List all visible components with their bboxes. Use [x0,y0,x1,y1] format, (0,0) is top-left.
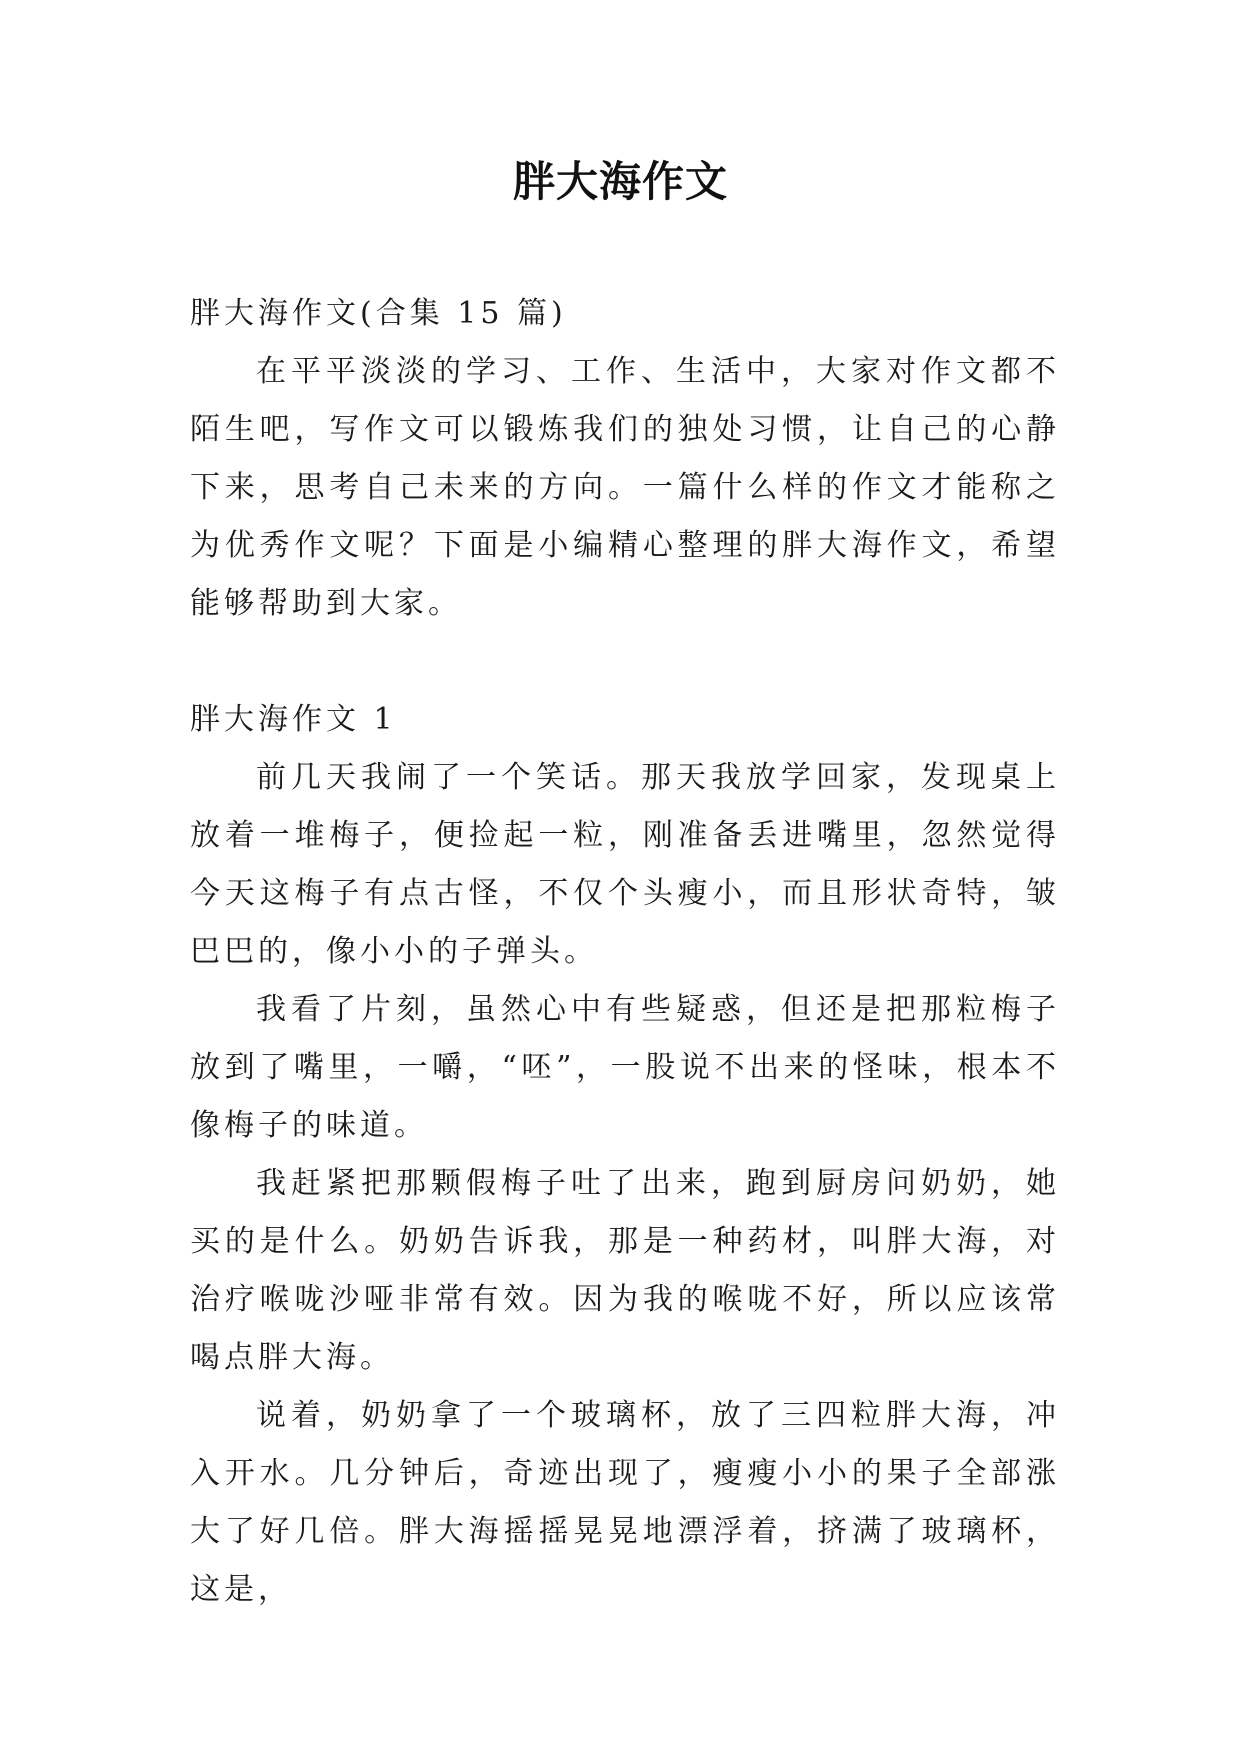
intro-paragraph: 在平平淡淡的学习、工作、生活中，大家对作文都不陌生吧，写作文可以锻炼我们的独处习惯，让自己的心静下来，思考自己未来的方向。一篇什么样的作文才能称之为优秀作文呢？下面是小编精心整理的胖大海作文，希望能够帮助到大家。 [190,354,1060,621]
body-paragraph-1: 前几天我闹了一个笑话。那天我放学回家，发现桌上放着一堆梅子，便捡起一粒，刚准备丢进嘴里，忽然觉得今天这梅子有点古怪，不仅个头瘦小，而且形状奇特，皱巴巴的，像小小的子弹头。 [190,760,1060,969]
body-paragraph-2: 我看了片刻，虽然心中有些疑惑，但还是把那粒梅子放到了嘴里，一嚼，“呸”，一股说不出来的怪味，根本不像梅子的味道。 [190,992,1060,1143]
body-paragraph-3: 我赶紧把那颗假梅子吐了出来，跑到厨房问奶奶，她买的是什么。奶奶告诉我，那是一种药材，叫胖大海，对治疗喉咙沙哑非常有效。因为我的喉咙不好，所以应该常喝点胖大海。 [190,1166,1060,1375]
section-spacer [190,633,1060,691]
collection-subtitle: 胖大海作文(合集 15 篇) [190,296,567,331]
document-body [190,285,1060,1619]
document-title: 胖大海作文 [512,157,728,206]
body-paragraph-4: 说着，奶奶拿了一个玻璃杯，放了三四粒胖大海，冲入开水。几分钟后，奇迹出现了，瘦瘦小小的果子全部涨大了好几倍。胖大海摇摇晃晃地漂浮着，挤满了玻璃杯，这是， [190,1398,1060,1607]
section-heading: 胖大海作文 1 [190,702,397,737]
